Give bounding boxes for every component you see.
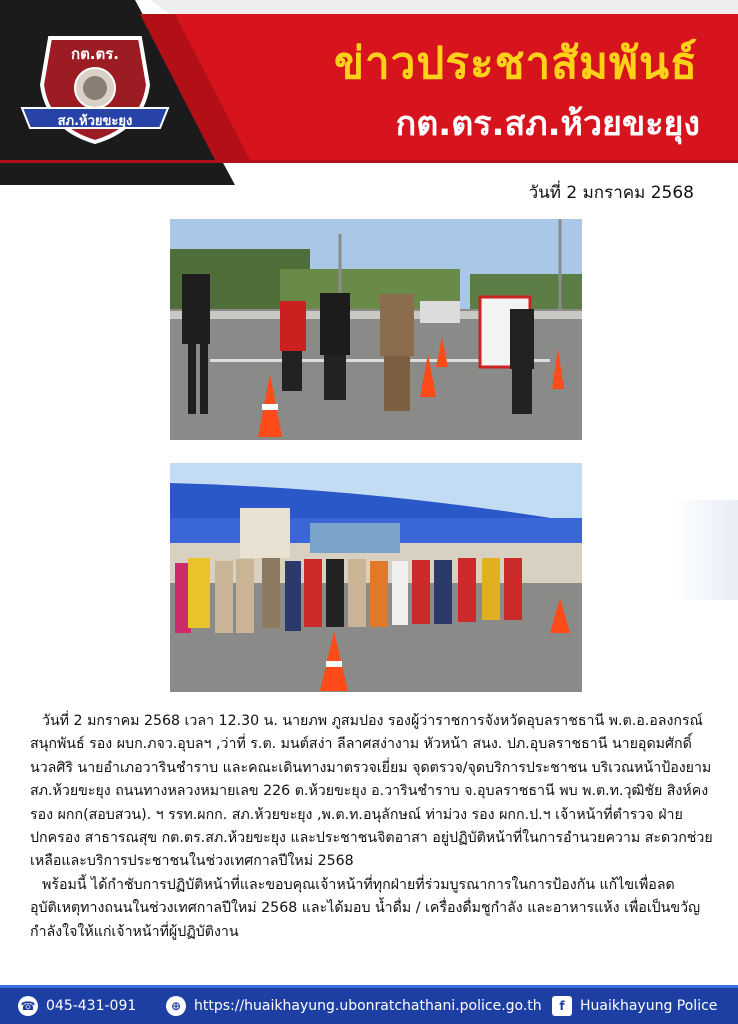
footer-phone-text: 045-431-091 xyxy=(46,998,137,1014)
body-paragraph-2: พร้อมนี้ ได้กำชับการปฏิบัติหน้าที่และขอบคุณเจ้าหน้าที่ทุกฝ่ายที่ร่วมบูรณาการในการป้องกัน แก้ไขเพื่อลดอุบัติเหตุทางถนนในช่วงเทศกาลปีใหม่ 2568 และได้มอบ น้ำดื่ม / เครื่องดื่มชูกำลัง และอาหารแห้ง เพื่อเป็นขวัญกำลังใจให้แก่เจ้าหน้าที่ผู้ปฏิบัติงาน xyxy=(30,876,701,940)
footer-website[interactable] xyxy=(166,996,542,1016)
phone-icon: ☎ xyxy=(18,996,38,1016)
body-paragraph-1: วันที่ 2 มกราคม 2568 เวลา 12.30 น. นายภพ ภูสมปอง รองผู้ว่าราชการจังหวัดอุบลราชธานี พ.ต.อ.อลงกรณ์ สนุกพันธ์ รอง ผบก.ภจว.อุบลฯ ,ว่าที่ ร.ต. มนต์สง่า ลีลาศสง่างาม หัวหน้า สนง. ปภ.อุบลราชธานี นายอุดมศักดิ์ นวลศิริ นายอำเภอวารินชำราบ และคณะเดินทางมาตรวจเยี่ยม จุดตรวจ/จุดบริการประชาชน บริเวณหน้าป้องยาม สภ.ห้วยขะยุง ถนนทางหลวงหมายเลข 226 ต.ห้วยขะยุง อ.วารินชำราบ จ.อุบลราชธานี พบ พ.ต.ท.วุฒิชัย สิงห์คง รอง ผกก(สอบสวน). ฯ รรท.ผกก. สภ.ห้วยขะยุง ,พ.ต.ท.อนุลักษณ์ ท่าม่วง รอง ผกก.ป.ฯ เจ้าหน้าที่ตำรวจ ฝ่ายปกครอง สาธารณสุข กต.ตร.สภ.ห้วยขะยุง และประชาชนจิตอาสา อยู่ปฏิบัติหน้าที่ในการอำนวยความ สะดวกช่วยเหลือและบริการประชาชนในช่วงเทศกาลปีใหม่ 2568 xyxy=(30,713,713,870)
page-subtitle: กต.ตร.สภ.ห้วยขะยุง xyxy=(395,104,700,144)
photo-group-tent xyxy=(170,463,582,692)
decorative-shape xyxy=(670,500,738,600)
logo-ribbon-text: สภ.ห้วยขะยุง xyxy=(57,114,133,129)
footer-facebook[interactable] xyxy=(552,996,717,1016)
facebook-icon: f xyxy=(552,996,572,1016)
photo-roadside-inspection xyxy=(170,219,582,440)
logo-top-text: กต.ตร. xyxy=(70,45,120,63)
header-banner xyxy=(0,0,738,185)
globe-icon: ⊕ xyxy=(166,996,186,1016)
contact-footer xyxy=(0,985,738,1024)
footer-phone xyxy=(18,996,136,1016)
news-body xyxy=(30,710,720,944)
footer-website-text[interactable]: https://huaikhayung.ubonratchathani.police.go.th xyxy=(194,998,542,1014)
police-logo xyxy=(20,30,170,150)
news-date: วันที่ 2 มกราคม 2568 xyxy=(528,183,694,203)
footer-facebook-text[interactable]: Huaikhayung Police xyxy=(580,998,718,1014)
page-title: ข่าวประชาสัมพันธ์ xyxy=(333,38,698,89)
